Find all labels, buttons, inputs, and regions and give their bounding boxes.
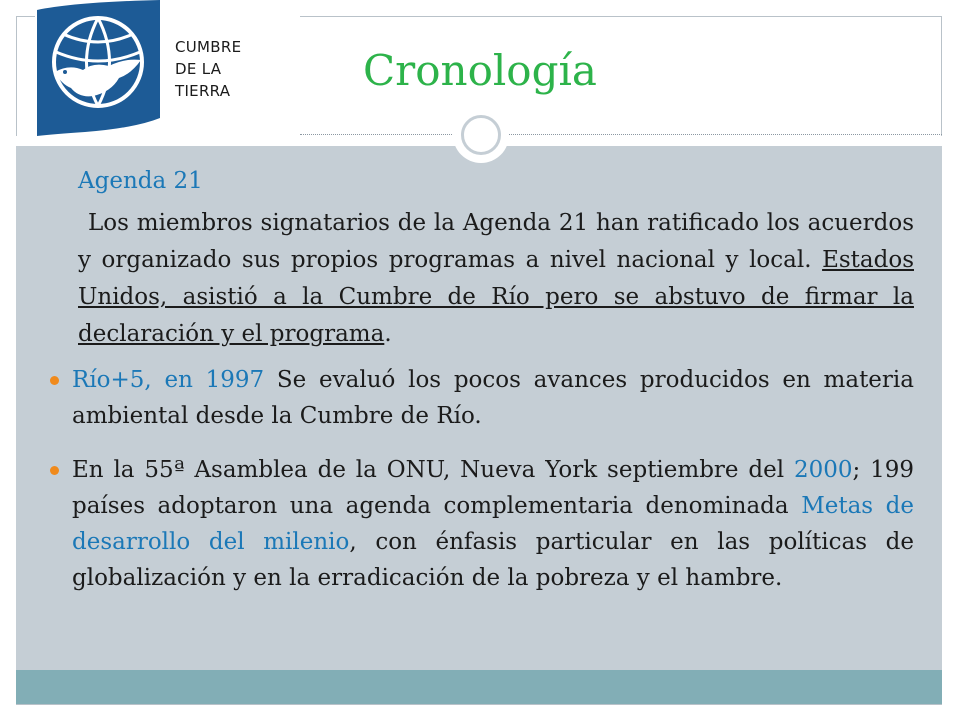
bullet-list: [50, 362, 914, 614]
logo-line: CUMBRE: [175, 38, 242, 56]
agenda-text: Los miembros signatarios de la Agenda 21 han ratificado los acuerdos y organizado sus propios programas a nivel nacional y local.: [78, 210, 914, 273]
logo-line: TIERRA: [175, 82, 231, 100]
bullet-text: Se evaluó los pocos avances producidos en materia ambiental desde la Cumbre de Río.: [72, 367, 914, 429]
agenda-end: .: [384, 321, 392, 347]
list-item: [50, 362, 914, 434]
bullet-dot-icon: [50, 466, 59, 475]
page-title: Cronología: [363, 46, 597, 95]
logo-line: DE LA: [175, 60, 222, 78]
agenda-paragraph: [78, 205, 914, 353]
title-divider: [300, 134, 942, 135]
globe-dove-icon: [35, 0, 170, 136]
bullet-text: En la 55ª Asamblea de la ONU, Nueva York septiembre del: [72, 457, 794, 483]
logo-text: [175, 36, 241, 102]
bullet-highlight: Río+5, en 1997: [72, 367, 265, 393]
ring-ornament-icon: [453, 107, 509, 163]
bullet-highlight: Metas de desarrollo del milenio: [72, 493, 914, 555]
bullet-highlight: 2000: [793, 457, 853, 483]
list-item: [50, 452, 914, 596]
agenda-heading: Agenda 21: [78, 168, 203, 194]
agenda-underlined-text: Estados Unidos, asistió a la Cumbre de Río pero se abstuvo de firmar la declaración y el programa: [78, 247, 914, 347]
bullet-text: , con énfasis particular en las políticas de globalización y en la erradicación de la pobreza y el hambre.: [72, 529, 914, 591]
bottom-border: [16, 704, 942, 705]
cumbre-logo: [35, 0, 300, 136]
bullet-dot-icon: [50, 376, 59, 385]
footer-bar: [16, 670, 942, 704]
bullet-text: ; 199 países adoptaron una agenda complementaria denominada: [72, 457, 914, 519]
